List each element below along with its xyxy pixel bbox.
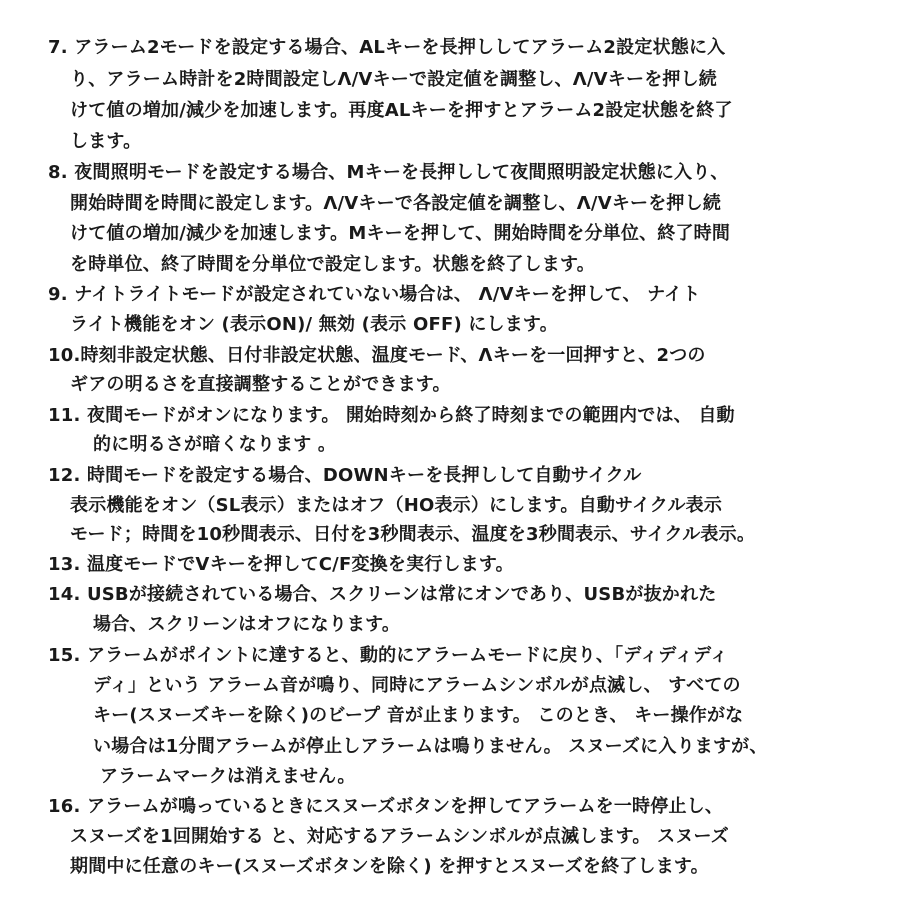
item-7-line-2: り、アラーム時計を2時間設定しΛ/Vキーで設定値を調整し、Λ/Vキーを押し続: [70, 69, 717, 90]
item-11-line-1: 11. 夜間モードがオンになります。 開始時刻から終了時刻までの範囲内では、 自動: [48, 405, 735, 426]
item-8-line-4: を時単位、終了時間を分単位で設定します。状態を終了します。: [70, 254, 595, 275]
item-12-line-3: モード；時間を10秒間表示、日付を3秒間表示、温度を3秒間表示、サイクル表示。: [70, 524, 756, 545]
item-7-line-3: けて値の増加/減少を加速します。再度ALキーを押すとアラーム2設定状態を終了: [70, 100, 733, 121]
item-16-line-2: スヌーズを1回開始する と、対応するアラームシンボルが点滅します。 スヌーズ: [70, 826, 729, 847]
item-15-line-2: ディ」という アラーム音が鳴り、同時にアラームシンボルが点滅し、 すべての: [93, 675, 741, 696]
item-11-line-2: 的に明るさが暗くなります 。: [93, 434, 337, 455]
item-7-line-4: します。: [70, 131, 142, 152]
item-15-line-3: キー(スヌーズキーを除く)のビープ 音が止まります。 このとき、 キー操作がな: [93, 705, 744, 726]
item-8-line-1: 8. 夜間照明モードを設定する場合、Mキーを長押しして夜間照明設定状態に入り、: [48, 162, 729, 183]
item-8-line-2: 開始時間を時間に設定します。Λ/Vキーで各設定値を調整し、Λ/Vキーを押し続: [70, 193, 722, 214]
item-13-line-1: 13. 温度モードでVキーを押してC/F変換を実行します。: [48, 554, 514, 575]
item-9-line-2: ライト機能をオン (表示ON)/ 無効 (表示 OFF) にします。: [70, 314, 558, 335]
item-16-line-3: 期間中に任意のキー(スヌーズボタンを除く) を押すとスヌーズを終了します。: [70, 856, 709, 877]
item-10-line-1: 10.時刻非設定状態、日付非設定状態、温度モード、Λキーを一回押すと、2つの: [48, 345, 706, 366]
item-12-line-2: 表示機能をオン（SL表示）またはオフ（HO表示）にします。自動サイクル表示: [70, 495, 723, 516]
item-8-line-3: けて値の増加/減少を加速します。Mキーを押して、開始時間を分単位、終了時間: [70, 223, 731, 244]
item-14-line-1: 14. USBが接続されている場合、スクリーンは常にオンであり、USBが抜かれた: [48, 584, 717, 605]
item-16-line-1: 16. アラームが鳴っているときにスヌーズボタンを押してアラームを一時停止し、: [48, 796, 724, 817]
item-15-line-5: アラームマークは消えません。: [100, 766, 356, 787]
item-12-line-1: 12. 時間モードを設定する場合、DOWNキーを長押しして自動サイクル: [48, 465, 642, 486]
item-14-line-2: 場合、スクリーンはオフになります。: [93, 614, 401, 635]
item-10-line-2: ギアの明るさを直接調整することができます。: [70, 374, 451, 395]
item-7-line-1: 7. アラーム2モードを設定する場合、ALキーを長押ししてアラーム2設定状態に入: [48, 37, 726, 58]
item-15-line-1: 15. アラームがポイントに達すると、動的にアラームモードに戻り、「ディディディ: [48, 645, 729, 666]
item-15-line-4: い場合は1分間アラームが停止しアラームは鳴りません。 スヌーズに入りますが、: [93, 736, 768, 757]
item-9-line-1: 9. ナイトライトモードが設定されていない場合は、 Λ/Vキーを押して、 ナイト: [48, 284, 701, 305]
